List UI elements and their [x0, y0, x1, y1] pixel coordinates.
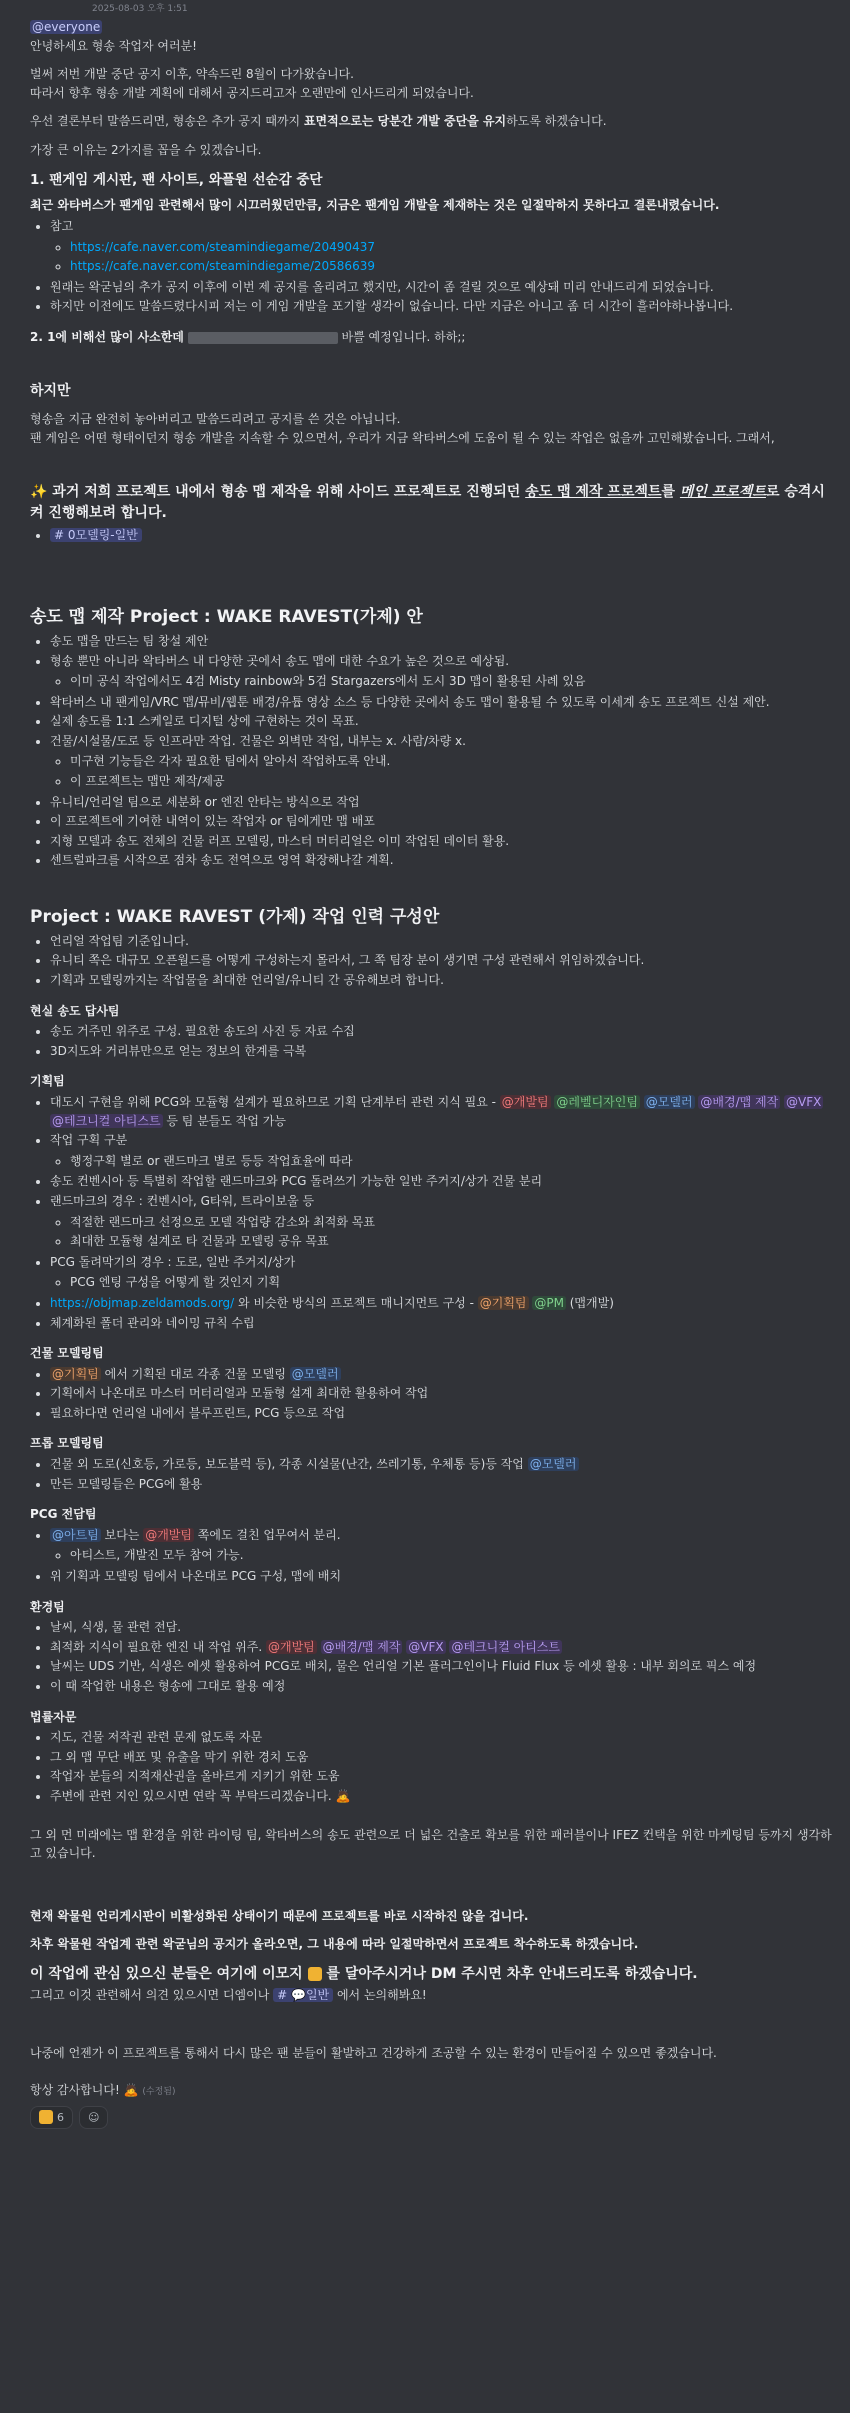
list-item: • 왁타버스 내 팬게임/VRC 맵/뮤비/웹툰 배경/유튭 영상 소스 등 다양한 곳에서 송도 맵이 활용될 수 있도록 이세계 송도 프로젝트 신설 제안. — [50, 693, 832, 712]
list-item: • 유니티/언리얼 팀으로 세분화 or 엔진 안타는 방식으로 작업 — [50, 793, 832, 812]
role-mention[interactable]: @테크니컬 아티스트 — [451, 1639, 560, 1654]
paragraph: 나중에 언젠가 이 프로젝트를 통해서 다시 많은 팬 분들이 활발하고 건강하게 조공할 수 있는 환경이 만들어질 수 있으면 좋겠습니다. — [30, 2046, 717, 2061]
list-item: • 날씨, 식생, 물 관련 전담. — [50, 1618, 832, 1637]
list-item: • @기획팀 에서 기획된 대로 각종 건물 모델링 @모델러 — [50, 1365, 832, 1384]
paragraph: 형송을 지금 완전히 놓아버리고 말씀드리려고 공지를 쓴 것은 아닙니다. — [30, 412, 401, 427]
list-item: • 하지만 이전에도 말씀드렸다시피 저는 이 게임 개발을 포기할 생각이 없습니다. 다만 지금은 아니고 좀 더 시간이 흘러야하나봅니다. — [50, 297, 832, 316]
list-item: • 기획에서 나온대로 마스터 머터리얼과 모듈형 설계 최대한 활용하여 작업 — [50, 1384, 832, 1403]
paragraph: 가장 큰 이유는 2가지를 꼽을 수 있겠습니다. — [30, 142, 262, 157]
list-item: • 센트럴파크를 시작으로 점차 송도 전역으로 영역 확장해나갈 계획. — [50, 851, 832, 870]
emoji-request: 이 작업에 관심 있으신 분들은 여기에 이모지 를 달아주시거나 DM 주시면 차후 안내드리도록 하겠습니다. — [30, 1965, 698, 1982]
list-item: • 날씨는 UDS 기반, 식생은 에셋 활용하여 PCG로 배치, 물은 언리얼 기본 플러그인이나 Fluid Flux 등 에셋 활용 : 내부 회의로 픽스 예정 — [50, 1657, 832, 1676]
greeting: 안녕하세요 형송 작업자 여러분! — [30, 38, 197, 53]
reason1-bold: 최근 와타버스가 팬게임 관련해서 많이 시끄러웠던만큼, 지금은 팬게임 개발을 제재하는 것은 일절막하지 못하다고 결론내렸습니다. — [30, 198, 720, 213]
bmodel-heading: 건물 모델링팀 — [30, 1346, 104, 1361]
paragraph: 현재 왁물원 언리게시판이 비활성화된 상태이기 때문에 프로젝트를 바로 시작하진 않을 겁니다. — [30, 1908, 529, 1923]
list-item: • 송도 컨벤시아 등 특별히 작업할 랜드마크와 PCG 돌려쓰기 가능한 일반 주거지/상가 건물 분리 — [50, 1172, 832, 1191]
role-mention[interactable]: @배경/맵 제작 — [700, 1094, 779, 1109]
list-item: ◦ PCG 엔팅 구성을 어떻게 할 것인지 기획 — [70, 1273, 832, 1292]
role-mention[interactable]: @VFX — [786, 1094, 822, 1109]
emoji-icon — [39, 2110, 53, 2124]
emoji-icon — [308, 1967, 322, 1981]
list-item: • 송도 거주민 위주로 구성. 필요한 송도의 사진 등 자료 수집 — [50, 1022, 832, 1041]
paragraph: 그 외 먼 미래에는 맵 환경을 위한 라이팅 팀, 왁타버스의 송도 관련으로 더 넓은 건출로 확보를 위한 패러블이나 IFEZ 컨택을 위한 마케팅팀 등까지 생각하고 있습니다. — [30, 1827, 832, 1861]
list-item: ◦ 행정구획 별로 or 랜드마크 별로 등등 작업효율에 따라 — [70, 1152, 832, 1171]
plan-heading: 기획팀 — [30, 1074, 65, 1089]
list-item: • 원래는 왁굳님의 추가 공지 이후에 이번 제 공지를 올리려고 했지만, 시간이 좀 걸릴 것으로 예상돼 미리 안내드리게 되었습니다. — [50, 278, 832, 297]
role-mention[interactable]: @모델러 — [529, 1457, 577, 1472]
prop-heading: 프롭 모델링팀 — [30, 1436, 104, 1451]
role-mention[interactable]: @PM — [534, 1295, 564, 1310]
list-item: • 주변에 관련 지인 있으시면 연락 꼭 부탁드리겠습니다. 🙇 — [50, 1787, 832, 1806]
list-item: • 위 기획과 모델링 팀에서 나온대로 PCG 구성, 맵에 배치 — [50, 1567, 832, 1586]
list-item: • 최적화 지식이 필요한 엔진 내 작업 위주. @개발팀 @배경/맵 제작 @VFX @테크니컬 아티스트 — [50, 1638, 832, 1657]
reason2: 2. 1에 비해선 많이 사소한데 바쁠 예정입니다. 하하;; — [30, 330, 466, 345]
role-mention[interactable]: @개발팀 — [501, 1094, 549, 1109]
list-item: ◦ 미구현 기능들은 각자 필요한 팀에서 알아서 작업하도록 안내. — [70, 752, 832, 771]
list-item: 형송 뿐만 아니라 왁타버스 내 다양한 곳에서 송도 맵에 대한 수요가 높은 것으로 예상됨. — [50, 653, 510, 668]
list-item: • 필요하다면 언리얼 내에서 블루프린트, PCG 등으로 작업 — [50, 1404, 832, 1423]
list-item: ◦ 이미 공식 작업에서도 4검 Misty rainbow와 5검 Stargazers에서 도시 3D 맵이 활용된 사례 있음 — [70, 672, 832, 691]
paragraph: 그리고 이것 관련해서 의견 있으시면 디엠이나 # 💬일반 에서 논의해봐요! — [30, 1987, 427, 2002]
ref-link-1[interactable]: https://cafe.naver.com/steamindiegame/20490437 — [70, 239, 375, 254]
reaction-emoji[interactable]: 6 — [30, 2106, 73, 2129]
legal-heading: 법률자문 — [30, 1709, 77, 1724]
role-mention[interactable]: @개발팀 — [268, 1639, 315, 1654]
thanks: 항상 감사합니다! 🙇 (수정됨) — [30, 2082, 176, 2097]
ref-label: 참고 — [50, 219, 74, 234]
songdo-heading: 송도 맵 제작 Project : WAKE RAVEST(가제) 안 — [30, 607, 423, 628]
paragraph: 우선 결론부터 말씀드리면, 형송은 추가 공지 때까지 표면적으로는 당분간 개발 중단을 유지하도록 하겠습니다. — [30, 114, 607, 129]
list-item: • 3D지도와 거리뷰만으로 얻는 정보의 한계를 극복 — [50, 1042, 832, 1061]
role-mention[interactable]: @모델러 — [291, 1366, 339, 1381]
list-item: ◦ 아티스트, 개발진 모두 참여 가능. — [70, 1546, 832, 1565]
channel-tag[interactable]: # 💬일반 — [273, 1988, 333, 2002]
list-item: • 송도 맵을 만드는 팀 창설 제안 — [50, 632, 832, 651]
list-item: • 이 프로젝트에 기여한 내역이 있는 작업자 or 팀에게만 맵 배포 — [50, 812, 832, 831]
everyone-mention[interactable]: @everyone — [32, 20, 101, 34]
role-mention[interactable]: @배경/맵 제작 — [322, 1639, 401, 1654]
list-item: • 그 외 맵 무단 배포 및 유출을 막기 위한 경치 도움 — [50, 1748, 832, 1767]
list-item: • 대도시 구현을 위해 PCG와 모듈형 설계가 필요하므로 기획 단계부터 관련 지식 필요 - @개발팀 @레벨디자인팀 @모델러 @배경/맵 제작 @VFX @테크니컬 아티스트 등 팀 분들도 작업 가능 — [50, 1093, 832, 1130]
pcg-heading: PCG 전담팀 — [30, 1507, 97, 1522]
blurred-text — [188, 332, 338, 344]
list-item: ◦ 최대한 모듈형 설계로 타 건물과 모델링 공유 목표 — [70, 1232, 832, 1251]
reason1-heading: 1. 팬게임 게시판, 팬 사이트, 와플원 선순감 중단 — [30, 171, 323, 188]
ref-link-2[interactable]: https://cafe.naver.com/steamindiegame/20586639 — [70, 259, 375, 274]
list-item: • @아트팀 보다는 @개발팀 쪽에도 걸친 업무여서 분리. ◦ 아티스트, 개발진 모두 참여 가능. — [50, 1526, 832, 1565]
however-heading: 하지만 — [30, 382, 71, 399]
survey-heading: 현실 송도 답사팀 — [30, 1003, 120, 1018]
list-item: • 건물 외 도로(신호등, 가로등, 보도블럭 등), 각종 시설물(난간, 쓰레기통, 우체통 등)등 작업 @모델러 — [50, 1455, 832, 1474]
role-mention[interactable]: @개발팀 — [145, 1527, 192, 1542]
add-reaction-button[interactable] — [79, 2106, 108, 2129]
list-item: • 지형 모델과 송도 전체의 건물 러프 모델링, 마스터 머터리얼은 이미 작업된 데이터 활용. — [50, 832, 832, 851]
role-mention[interactable]: @기획팀 — [479, 1295, 527, 1310]
channel-tag[interactable]: # 0모델링-일반 — [50, 528, 142, 542]
role-mention[interactable]: @기획팀 — [52, 1366, 99, 1381]
role-mention[interactable]: @레벨디자인팀 — [556, 1094, 638, 1109]
list-item: • 만든 모델링들은 PCG에 활용 — [50, 1475, 832, 1494]
paragraph: 따라서 향후 형송 개발 계획에 대해서 공지드리고자 오랜만에 인사드리게 되었습니다. — [30, 85, 474, 100]
list-item: • https://objmap.zeldamods.org/ 와 비슷한 방식의 프로젝트 매니지먼트 구성 - @기획팀 @PM (맵개발) — [50, 1294, 832, 1313]
list-item: • 기획과 모델링까지는 작업물을 최대한 언리얼/유니티 간 공유해보려 합니다. — [50, 971, 832, 990]
paragraph: 팬 게임은 어떤 형태이던지 형송 개발을 지속할 수 있으면서, 우리가 지금 왁타버스에 도움이 될 수 있는 작업은 없을까 고민해봤습니다. 그래서, — [30, 430, 775, 445]
paragraph: 벌써 저번 개발 중단 공지 이후, 약속드린 8월이 다가왔습니다. — [30, 67, 354, 82]
list-item: • 실제 송도를 1:1 스케일로 디지털 상에 구현하는 것이 목표. — [50, 712, 832, 731]
list-item: ◦ 적절한 랜드마크 선정으로 모델 작업량 감소와 최적화 목표 — [70, 1213, 832, 1232]
role-mention[interactable]: @VFX — [408, 1639, 444, 1654]
list-item: 랜드마크의 경우 : 컨벤시아, G타워, 트라이보울 등 — [50, 1193, 315, 1208]
objmap-link[interactable]: https://objmap.zeldamods.org/ — [50, 1295, 235, 1310]
list-item: 건물/시설물/도로 등 인프라만 작업. 건물은 외벽만 작업, 내부는 x. 사람/차량 x. — [50, 733, 466, 748]
list-item: PCG 돌려막기의 경우 : 도로, 일반 주거지/상가 — [50, 1254, 296, 1269]
list-item: ◦ 이 프로젝트는 맵만 제작/제공 — [70, 772, 832, 791]
headline: ✨ 과거 저희 프로젝트 내에서 형송 맵 제작을 위해 사이드 프로젝트로 진행되던 송도 맵 제작 프로젝트를 메인 프로젝트로 승격시켜 진행해보려 합니다. — [30, 483, 825, 521]
list-item: • 언리얼 작업팀 기준입니다. — [50, 932, 832, 951]
list-item: • 지도, 건물 저작권 관련 문제 없도록 자문 — [50, 1728, 832, 1747]
list-item: • 체계화된 폴더 관리와 네이밍 규칙 수립 — [50, 1314, 832, 1333]
reactions — [0, 2106, 850, 2129]
env-heading: 환경팀 — [30, 1599, 65, 1614]
role-mention[interactable]: @아트팀 — [52, 1527, 99, 1542]
list-item: • 유니티 쪽은 대규모 오픈월드를 어떻게 구성하는지 몰라서, 그 쪽 팀장 분이 생기면 구성 관련해서 위임하겠습니다. — [50, 951, 832, 970]
org-heading: Project : WAKE RAVEST (가제) 작업 인력 구성안 — [30, 907, 440, 928]
role-mention[interactable]: @테크니컬 아티스트 — [52, 1113, 161, 1128]
list-item: • 이 때 작업한 내용은 형송에 그대로 활용 예정 — [50, 1677, 832, 1696]
list-item: 작업 구획 구분 — [50, 1133, 128, 1148]
role-mention[interactable]: @모델러 — [645, 1094, 693, 1109]
paragraph: 차후 왁물원 작업계 관련 왁굳님의 공지가 올라오면, 그 내용에 따라 일절막하면서 프로젝트 착수하도록 하겠습니다. — [30, 1937, 639, 1952]
list-item: • 작업자 분들의 지적재산권을 올바르게 지키기 위한 도움 — [50, 1767, 832, 1786]
message-timestamp: 2025-08-03 오후 1:51 — [92, 4, 188, 14]
smiley-add-icon: ☺ — [88, 2110, 100, 2124]
